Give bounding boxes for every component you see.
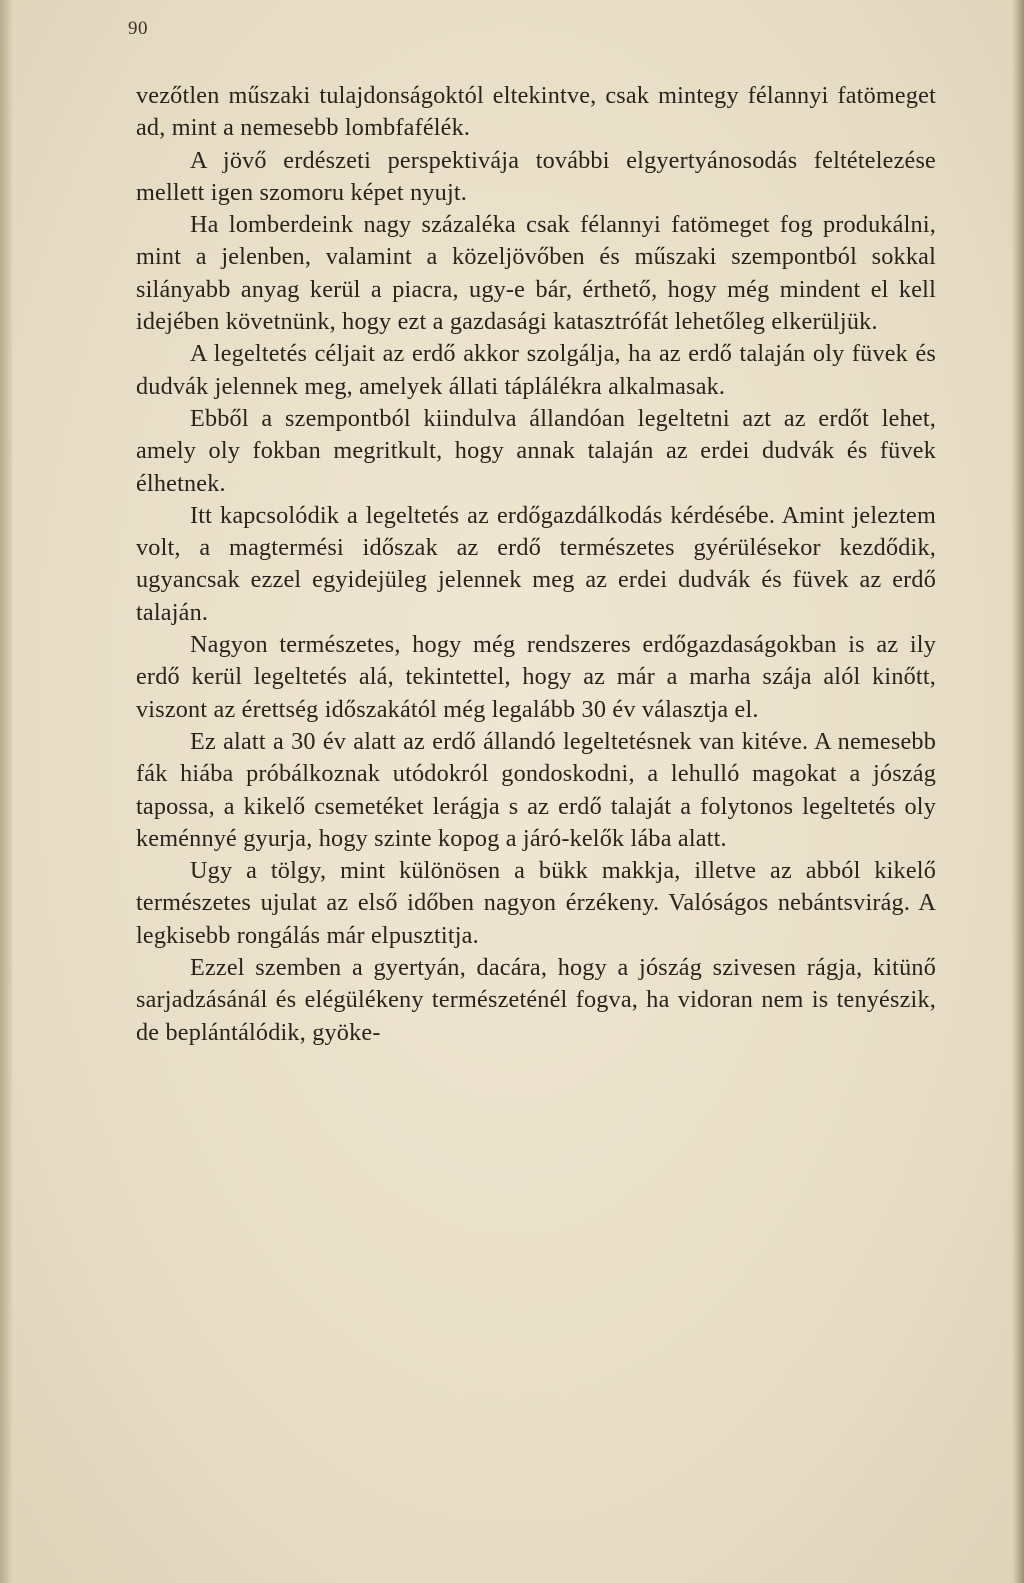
paragraph-3: Ha lomberdeink nagy százaléka csak félannyi fatömeget fog produkálni, mint a jelenben, valamint a közeljövőben és műszaki szempontból sokkal silányabb anyag kerül a piacra, ugy-e bár, érthető, hogy még mindent el kell idejében követnünk, hogy ezt a gazdasági katasztrófát lehetőleg elkerüljük.	[136, 211, 936, 336]
paragraph-6: Itt kapcsolódik a legeltetés az erdőgazdálkodás kérdésébe. Amint jeleztem volt, a magtermési időszak az erdő természetes gyérülésekor kezdődik, ugyancsak ezzel egyidejüleg jelennek meg az erdei dudvák és füvek az erdő talaján.	[136, 501, 936, 626]
paragraph-5: Ebből a szempontból kiindulva állandóan legeltetni azt az erdőt lehet, amely oly fokban megritkult, hogy annak talaján az erdei dudvák és füvek élhetnek.	[136, 404, 936, 497]
paragraph-2: A jövő erdészeti perspektivája további elgyertyánosodás feltételezése mellett igen szomoru képet nyujt.	[136, 146, 936, 206]
body-text	[136, 80, 936, 1049]
paragraph-10: Ezzel szemben a gyertyán, dacára, hogy a jószág szivesen rágja, kitünő sarjadzásánál és elégülékeny természeténél fogva, ha vidoran nem is tenyészik, de beplántálódik, gyöke-	[136, 954, 936, 1046]
page-right-edge	[1010, 0, 1024, 1583]
page-number: 90	[128, 18, 148, 39]
paragraph-1: vezőtlen műszaki tulajdonságoktól eltekintve, csak mintegy félannyi fatömeget ad, mint a nemesebb lombfafélék.	[136, 82, 936, 142]
paragraph-7: Nagyon természetes, hogy még rendszeres erdőgazdaságokban is az ily erdő kerül legeltetés alá, tekintettel, hogy az már a marha szája alól kinőtt, viszont az érettség időszakától még legalább 30 év választja el.	[136, 631, 936, 723]
paragraph-9: Ugy a tölgy, mint különösen a bükk makkja, illetve az abból kikelő természetes ujulat az első időben nagyon érzékeny. Valóságos nebántsvirág. A legkisebb rongálás már elpusztitja.	[136, 857, 936, 949]
paragraph-8: Ez alatt a 30 év alatt az erdő állandó legeltetésnek van kitéve. A nemesebb fák hiába próbálkoznak utódokról gondoskodni, a lehulló magokat a jószág tapossa, a kikelő csemetéket lerágja s az erdő talaját a folytonos legeltetés oly keménnyé gyurja, hogy szinte kopog a járó-kelők lába alatt.	[136, 727, 936, 852]
page-spine-shadow	[0, 0, 12, 1583]
paragraph-4: A legeltetés céljait az erdő akkor szolgálja, ha az erdő talaján oly füvek és dudvák jelennek meg, amelyek állati táplálékra alkalmasak.	[136, 340, 936, 400]
